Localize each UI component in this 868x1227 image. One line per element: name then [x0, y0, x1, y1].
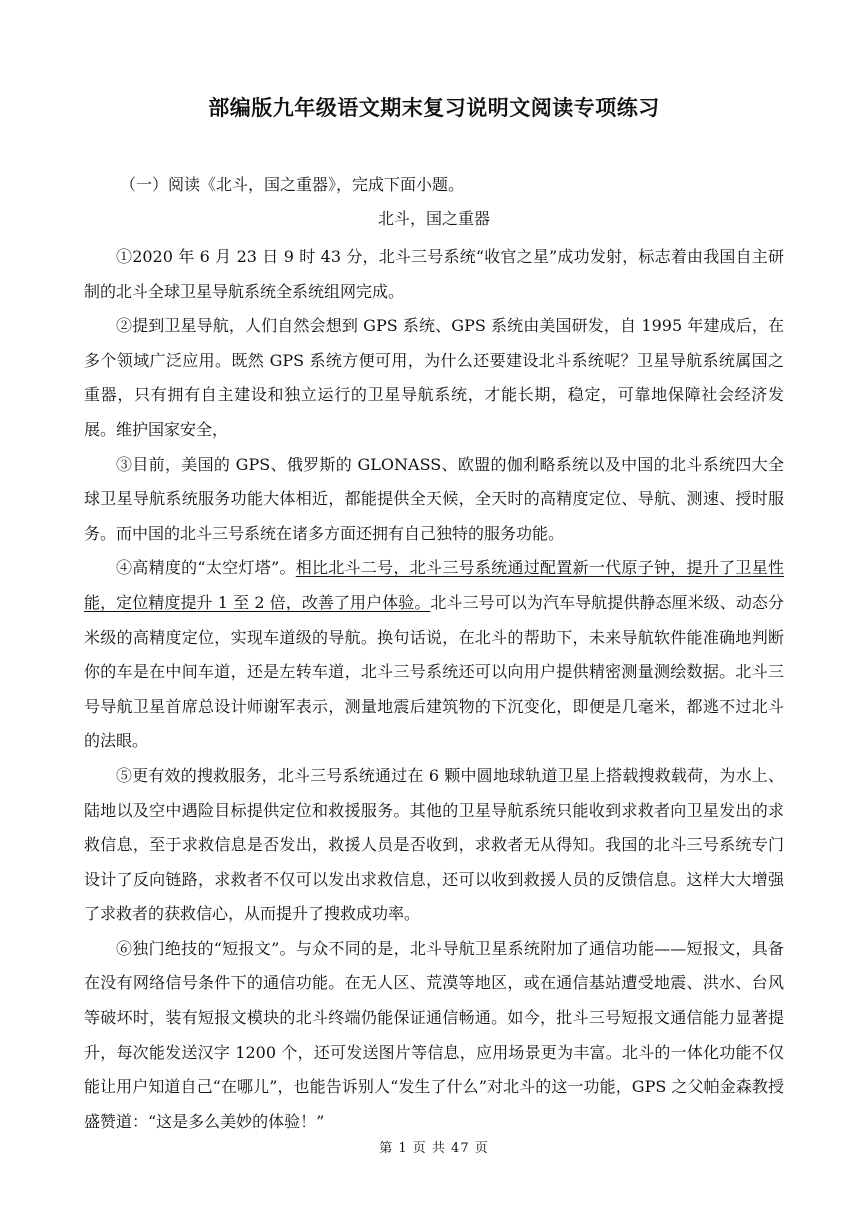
paragraph-4-rest: 北斗三号可以为汽车导航提供静态厘米级、动态分米级的高精度定位，实现车道级的导航。换句话说，在北斗的帮助下，未来导航软件能准确地判断你的车是在中间车道，还是左转车道，北斗三号系统还可以向用户提供精密测量测绘数据。北斗三号导航卫星首席总设计师谢军表示，测量地震后建筑物的下沉变化，即便是几毫米，都逃不过北斗的法眼。	[84, 592, 784, 751]
paragraph-1: ①2020 年 6 月 23 日 9 时 43 分，北斗三号系统“收官之星”成功发射，标志着由我国自主研制的北斗全球卫星导航系统全系统组网完成。	[84, 247, 784, 301]
page-number: 第 1 页 共 47 页	[379, 1141, 489, 1156]
paragraph-4-underlined-sentence: 相比北斗二号，北斗三号系统通过配置新一代原子钟，提升了卫星性能，定位精度提升 1 至 2 倍，改善了用户体验。	[84, 558, 784, 612]
paragraph-4-lead: ④高精度的“太空灯塔”。	[116, 558, 296, 578]
paragraph-5: ⑤更有效的搜救服务，北斗三号系统通过在 6 颗中圆地球轨道卫星上搭载搜救载荷，为水上、陆地以及空中遇险目标提供定位和救援服务。其他的卫星导航系统只能收到求救者向卫星发出的求救信息，至于求救信息是否发出，救援人员是否收到，求救者无从得知。我国的北斗三号系统专门设计了反向链路，求救者不仅可以发出求救信息，还可以收到救援人员的反馈信息。这样大大增强了求救者的获救信心，从而提升了搜救成功率。	[84, 765, 784, 924]
page-footer	[0, 1137, 868, 1156]
section-heading: （一）阅读《北斗，国之重器》，完成下面小题。	[120, 175, 465, 194]
article-body	[84, 240, 784, 1139]
paragraph-6: ⑥独门绝技的“短报文”。与众不同的是，北斗导航卫星系统附加了通信功能——短报文，具备在没有网络信号条件下的通信功能。在无人区、荒漠等地区，或在通信基站遭受地震、洪水、台风等破坏时，装有短报文模块的北斗终端仍能保证通信畅通。如今，批斗三号短报文通信能力显著提升，每次能发送汉字 1200 个，还可发送图片等信息，应用场景更为丰富。北斗的一体化功能不仅能让用户知道自己“在哪儿”，也能告诉别人“发生了什么”对北斗的这一功能，GPS 之父帕金森教授盛赞道：“这是多么美妙的体验！”	[84, 938, 784, 1131]
document-title: 部编版九年级语文期末复习说明文阅读专项练习	[208, 96, 660, 120]
paragraph-3: ③目前，美国的 GPS、俄罗斯的 GLONASS、欧盟的伽利略系统以及中国的北斗系统四大全球卫星导航系统服务功能大体相近，都能提供全天候，全天时的高精度定位、导航、测速、授时服务。而中国的北斗三号系统在诸多方面还拥有自己独特的服务功能。	[84, 454, 784, 543]
article-title: 北斗，国之重器	[377, 209, 490, 228]
paragraph-2: ②提到卫星导航，人们自然会想到 GPS 系统、GPS 系统由美国研发，自 1995 年建成后，在多个领域广泛应用。既然 GPS 系统方便可用，为什么还要建设北斗系统呢？卫星导航系统属国之重器，只有拥有自主建设和独立运行的卫星导航系统，才能长期，稳定，可靠地保障社会经济发展。维护国家安全，	[84, 316, 784, 439]
paragraph-4	[84, 551, 784, 759]
